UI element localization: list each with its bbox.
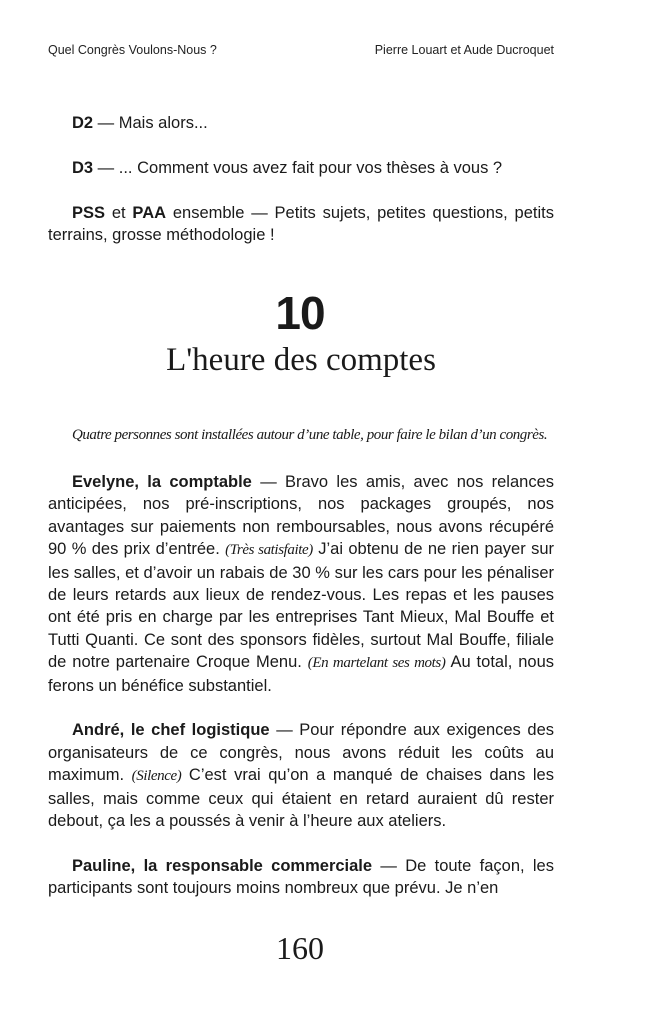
dialogue-line: [48, 202, 554, 247]
speaker-name: D2: [72, 114, 94, 132]
speaker-name: Evelyne, la comptable: [72, 473, 252, 491]
stage-direction: (En martelant ses mots): [307, 655, 446, 672]
speaker-name: PSS: [72, 203, 106, 222]
running-header: [48, 43, 554, 57]
chapter-number: 10: [275, 287, 325, 339]
speech-text: Au total, nous ferons un bénéfice substantiel.: [48, 653, 555, 695]
header-authors: Pierre Louart et Aude Ducroquet: [374, 43, 554, 57]
dialogue-joiner: et: [105, 203, 133, 222]
page-number: 160: [276, 930, 324, 966]
speech-text: C’est vrai qu’on a manqué de chaises dans les salles, mais comme ceux qui étaient en retard auraient dû rester debout, ça les a poussés à venir à l’heure aux ateliers.: [48, 766, 554, 831]
speaker-name: Pauline, la responsable commerciale: [72, 856, 373, 875]
speech-text: — Pour répondre aux exigences des organisateurs de ce congrès, nous avons réduit les coûts au maximum.: [48, 721, 554, 785]
speaker-name: D3: [72, 158, 94, 177]
speech-text: — De toute façon, les participants sont toujours moins nombreux que prévu. Je n’en: [48, 856, 554, 898]
stage-direction: (Très satisfaite): [225, 542, 313, 559]
stage-direction: (Silence): [131, 768, 182, 785]
dialogue-text: ensemble — Petits sujets, petites questions, petits terrains, grosse méthodologie !: [48, 203, 554, 244]
speech-text: J’ai obtenu de ne rien payer sur les salles, et d’avoir un rabais de 30 % sur les cars pour les pénaliser de leurs retards aux lieux de rendez-vous. Les repas et les pauses ont été pris en charge par les entreprises Tant Mieux, Mal Bouffe et Tutti Quanti. Ce sont des sponsors fidèles, surtout Mal Bouffe, filiale de notre partenaire Croque Menu.: [48, 540, 554, 672]
speech-evelyne: [48, 471, 554, 697]
speech-pauline: [48, 855, 554, 900]
chapter-intro-stage-direction: Quatre personnes sont installées autour d’une table, pour faire le bilan d’un congrès.: [72, 427, 548, 443]
header-book-title: Quel Congrès Voulons-Nous ?: [48, 43, 217, 57]
dialogue-main: [48, 471, 554, 900]
dialogue-text: — ... Comment vous avez fait pour vos thèses à vous ?: [93, 158, 503, 177]
speech-text: — Bravo les amis, avec nos relances anticipées, nos pré-inscriptions, nos packages groupés, nos avantages sur paiements non remboursables, nous avons récupéré 90 % des prix d’entrée.: [48, 473, 555, 559]
chapter-title: L'heure des comptes: [166, 342, 436, 378]
dialogue-line: [48, 112, 554, 134]
speaker-name: PAA: [132, 203, 167, 222]
dialogue-line: [48, 157, 554, 179]
speech-andre: [48, 719, 554, 832]
speaker-name: André, le chef logistique: [72, 721, 270, 740]
dialogue-top: [48, 112, 554, 246]
dialogue-text: — Mais alors...: [93, 114, 208, 132]
